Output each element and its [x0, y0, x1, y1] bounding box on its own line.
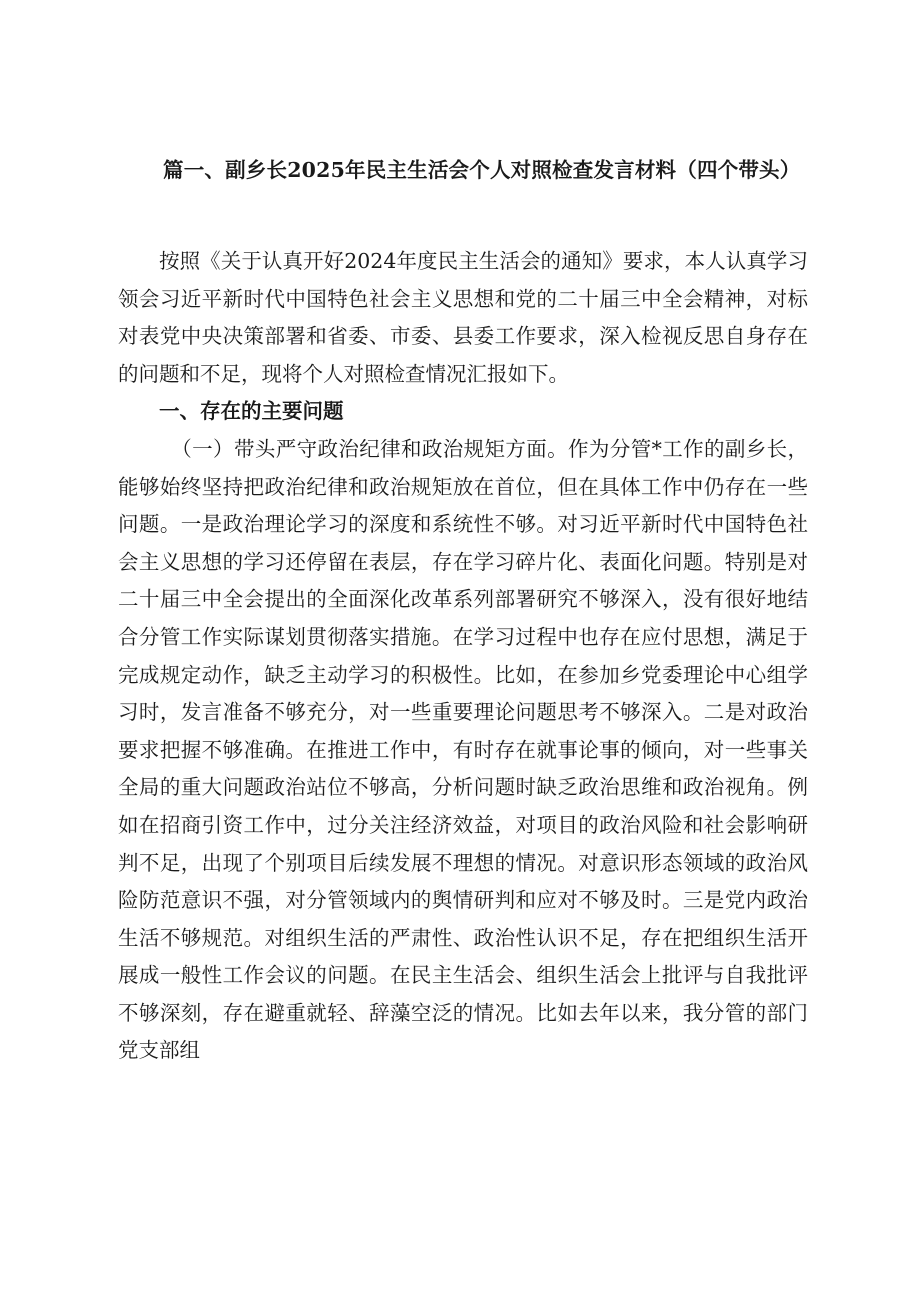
item-paragraph: （一）带头严守政治纪律和政治规矩方面。作为分管*工作的副乡长，能够始终坚持把政治纪律和政治规矩放在首位，但在具体工作中仍存在一些问题。一是政治理论学习的深度和系统性不够。对习近平新时代中国特色社会主义思想的学习还停留在表层，存在学习碎片化、表面化问题。特别是对二十届三中全会提出的全面深化改革系列部署研究不够深入，没有很好地结合分管工作实际谋划贯彻落实措施。在学习过程中也存在应付思想，满足于完成规定动作，缺乏主动学习的积极性。比如，在参加乡党委理论中心组学习时，发言准备不够充分，对一些重要理论问题思考不够深入。二是对政治要求把握不够准确。在推进工作中，有时存在就事论事的倾向，对一些事关全局的重大问题政治站位不够高，分析问题时缺乏政治思维和政治视角。例如在招商引资工作中，过分关注经济效益，对项目的政治风险和社会影响研判不足，出现了个别项目后续发展不理想的情况。对意识形态领域的政治风险防范意识不强，对分管领域内的舆情研判和应对不够及时。三是党内政治生活不够规范。对组织生活的严肃性、政治性认识不足，存在把组织生活开展成一般性工作会议的问题。在民主生活会、组织生活会上批评与自我批评不够深刻，存在避重就轻、辞藻空泛的情况。比如去年以来，我分管的部门党支部组: [118, 436, 808, 1063]
document-title: 篇一、副乡长2025年民主生活会个人对照检查发言材料（四个带头）: [163, 158, 801, 182]
document-body: [118, 243, 808, 1070]
intro-paragraph: 按照《关于认真开好2024年度民主生活会的通知》要求，本人认真学习领会习近平新时代中国特色社会主义思想和党的二十届三中全会精神，对标对表党中央决策部署和省委、市委、县委工作要求，深入检视反思自身存在的问题和不足，现将个人对照检查情况汇报如下。: [118, 249, 808, 386]
section-heading: 一、存在的主要问题: [159, 399, 344, 424]
